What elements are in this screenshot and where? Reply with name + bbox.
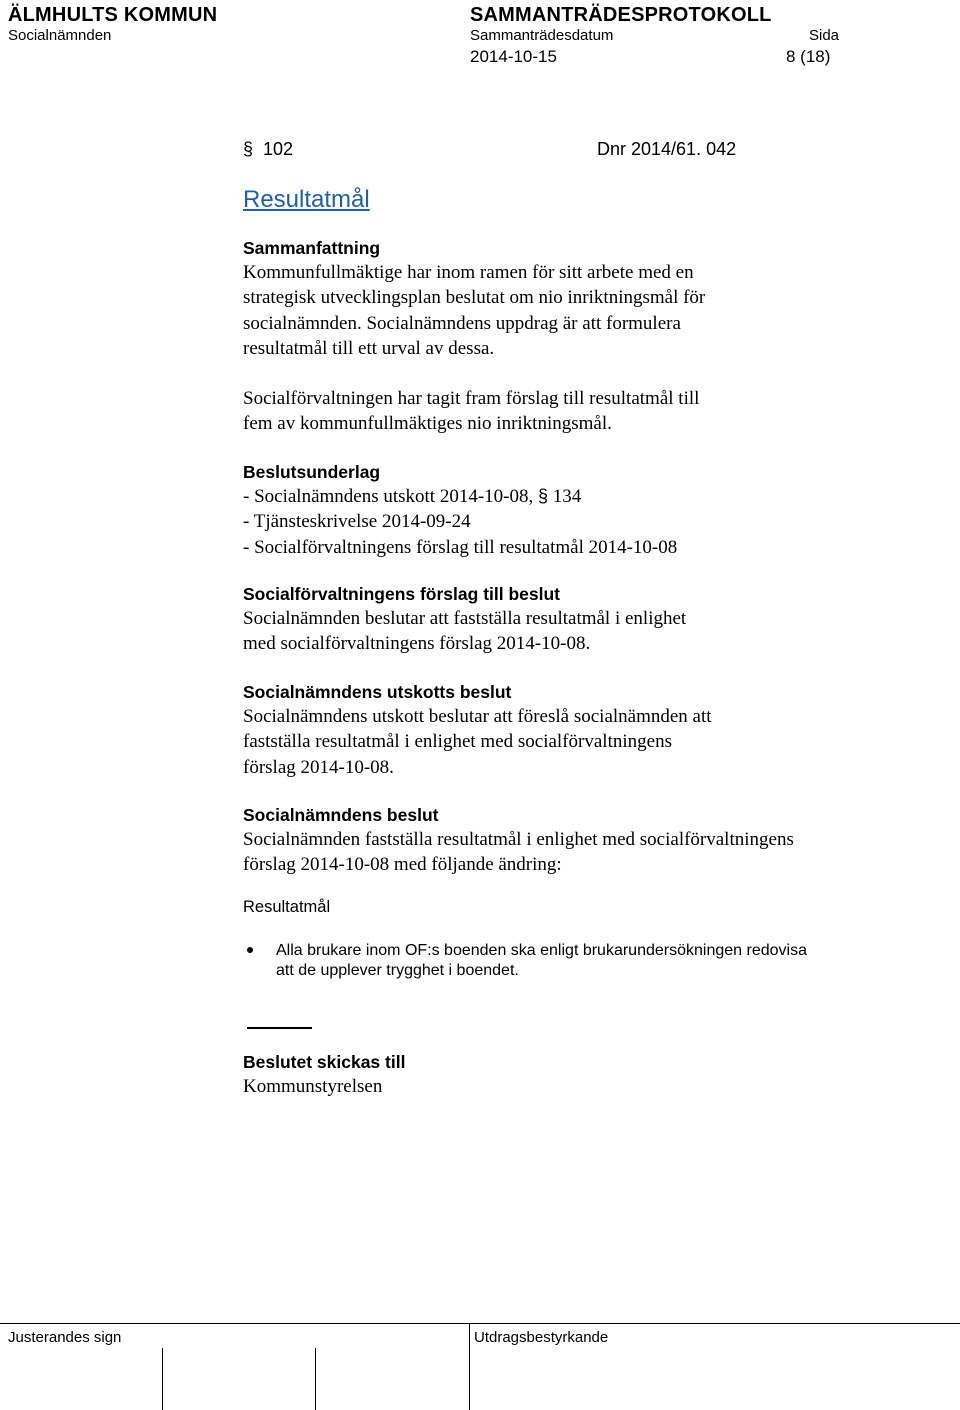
decision-subheading: Resultatmål <box>243 898 331 916</box>
basis-list <box>243 484 677 560</box>
footer-column-divider <box>469 1323 470 1410</box>
document-type: SAMMANTRÄDESPROTOKOLL <box>470 4 772 26</box>
case-reference: Dnr 2014/61. 042 <box>597 139 737 159</box>
basis-item-text: - Socialnämndens utskott 2014-10-08, <box>243 486 534 507</box>
committee-line: Socialnämndens utskott beslutar att föreslå socialnämnden att <box>243 706 712 727</box>
proposal-heading: Socialförvaltningens förslag till beslut <box>243 584 560 604</box>
basis-heading: Beslutsunderlag <box>243 462 381 482</box>
proposal-line: med socialförvaltningens förslag 2014-10-08. <box>243 633 591 655</box>
summary-line: fem av kommunfullmäktiges nio inriktningsmål. <box>243 413 612 435</box>
summary-paragraph-1 <box>243 260 705 362</box>
summary-heading: Sammanfattning <box>243 238 381 258</box>
proposal-line: Socialnämnden beslutar att fastställa resultatmål i enlighet <box>243 608 687 629</box>
municipality-name: ÄLMHULTS KOMMUN <box>8 4 218 26</box>
committee-line: förslag 2014-10-08. <box>243 756 394 778</box>
basis-item: - Tjänsteskrivelse 2014-09-24 <box>243 511 471 533</box>
page-title: Resultatmål <box>243 186 370 213</box>
section-symbol: § <box>538 486 549 506</box>
basis-item <box>243 484 677 509</box>
committee-text <box>243 704 712 780</box>
committee-name: Socialnämnden <box>8 27 112 44</box>
decision-bullet-item <box>276 941 807 981</box>
case-number: 102 <box>263 139 294 159</box>
sent-to-recipient: Kommunstyrelsen <box>243 1076 383 1097</box>
summary-paragraph-2 <box>243 386 699 437</box>
meeting-date-label: Sammanträdesdatum <box>470 27 614 44</box>
committee-heading: Socialnämndens utskotts beslut <box>243 682 512 702</box>
decision-text <box>243 827 794 878</box>
basis-item-number: 134 <box>552 486 582 507</box>
summary-line: resultatmål till ett urval av dessa. <box>243 338 495 360</box>
page-label: Sida <box>809 27 840 44</box>
bullet-line: Alla brukare inom OF:s boenden ska enligt brukarundersökningen redovisa <box>276 942 807 959</box>
signature-box-divider <box>315 1348 316 1410</box>
bullet-line: att de upplever trygghet i boendet. <box>276 962 519 979</box>
meeting-date: 2014-10-15 <box>470 47 557 66</box>
decision-line: förslag 2014-10-08 med följande ändring: <box>243 854 562 876</box>
sent-to-heading: Beslutet skickas till <box>243 1052 406 1072</box>
summary-line: socialnämnden. Socialnämndens uppdrag är att formulera <box>243 312 681 334</box>
decision-heading: Socialnämndens beslut <box>243 805 439 825</box>
separator-line <box>247 1027 312 1029</box>
section-symbol: § <box>243 139 254 159</box>
certification-label: Utdragsbestyrkande <box>474 1329 609 1346</box>
summary-line: Socialförvaltningen har tagit fram förslag till resultatmål till <box>243 388 700 409</box>
decision-line: Socialnämnden fastställa resultatmål i enlighet med socialförvaltningens <box>243 829 794 850</box>
adjuster-sign-label: Justerandes sign <box>8 1329 122 1346</box>
proposal-text <box>243 606 686 657</box>
bullet-dot-icon <box>247 947 253 953</box>
page-number: 8 (18) <box>786 47 831 66</box>
footer-divider <box>0 1323 960 1324</box>
summary-line: Kommunfullmäktige har inom ramen för sitt arbete med en <box>243 262 694 283</box>
committee-line: fastställa resultatmål i enlighet med socialförvaltningens <box>243 731 672 753</box>
signature-box-divider <box>162 1348 163 1410</box>
basis-item: - Socialförvaltningens förslag till resultatmål 2014-10-08 <box>243 536 678 558</box>
summary-line: strategisk utvecklingsplan beslutat om nio inriktningsmål för <box>243 287 706 309</box>
